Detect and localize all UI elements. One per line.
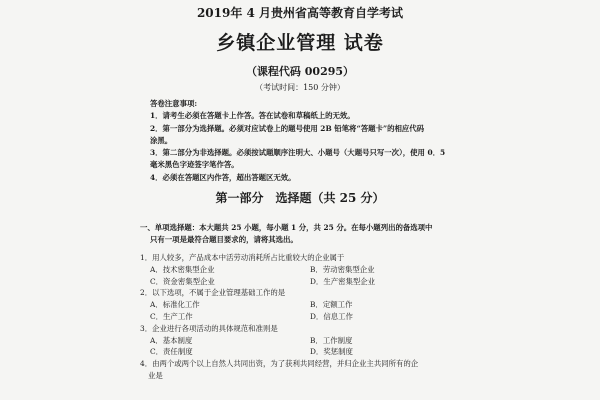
note-item: 3．第二部分为非选择题。必须按试题顺序注明大、小题号（大题号只写一次），使用 0．5: [150, 148, 446, 158]
option-a: A．标准化工作: [150, 300, 200, 310]
section-heading: [0, 189, 600, 206]
section-part: 第一部分: [215, 191, 264, 205]
question-item: [140, 323, 460, 358]
option-b: B．定额工作: [310, 300, 353, 310]
note-item: 毫米黑色字迹签字笔作答。: [150, 160, 239, 170]
answer-notes: [150, 98, 470, 184]
course-code: （课程代码 00295）: [245, 65, 355, 78]
note-item: 1．请考生必须在答题卡上作答。答在试卷和草稿纸上的无效。: [150, 111, 355, 121]
paper-title: 乡镇企业管理 试卷: [216, 32, 384, 54]
question-list: [140, 252, 460, 382]
question-stem: 4．由两个或两个以上自然人共同出资，为了获利共同经营，并归企业主共同所有的企: [140, 359, 419, 369]
question-item: [140, 252, 460, 287]
option-d: D．生产密集型企业: [310, 276, 376, 286]
instructions-line: 一、单项选择题：本大题共 25 小题，每小题 1 分，共 25 分。在每小题列出的备选项中: [140, 223, 433, 232]
question-stem: 1．用人较多，产品成本中活劳动消耗所占比重较大的企业属于: [140, 253, 345, 262]
instructions-line: 只有一项是最符合题目要求的，请将其选出。: [150, 235, 298, 245]
note-item: 2．第一部分为选择题。必须对应试卷上的题号使用 2B 铅笔将“答题卡”的相应代码: [150, 123, 425, 133]
question-options: [140, 299, 460, 323]
option-c: C．生产工作: [150, 311, 193, 321]
note-item: 4．必须在答题区内作答，超出答题区无效。: [150, 172, 296, 182]
option-c: C．责任制度: [150, 347, 193, 357]
question-options: [140, 335, 460, 359]
option-a: A．技术密集型企业: [150, 264, 215, 274]
question-stem: 2．以下选项，不属于企业管理基础工作的是: [140, 288, 286, 298]
option-a: A．基本制度: [150, 335, 193, 345]
exam-time: （考试时间：150 分钟）: [255, 83, 345, 92]
question-options: [140, 264, 460, 288]
note-item: 涂黑。: [150, 135, 173, 145]
exam-title: 2019年 4 月贵州省高等教育自学考试: [196, 6, 404, 20]
option-d: D．奖惩制度: [310, 347, 353, 357]
question-item: [140, 358, 460, 382]
option-b: B．劳动密集型企业: [310, 264, 375, 274]
option-d: D．信息工作: [310, 311, 353, 321]
option-b: B．工作制度: [310, 335, 353, 345]
question-stem: 3．企业进行各项活动的具体规范和准则是: [140, 323, 278, 333]
option-c: C．资金密集型企业: [150, 276, 215, 286]
question-instructions: [140, 222, 460, 247]
question-stem-continuation: 业是: [148, 370, 163, 380]
section-title: 选择题（共 25 分）: [275, 191, 385, 205]
question-item: [140, 287, 460, 322]
notes-heading: 答卷注意事项:: [150, 99, 198, 108]
